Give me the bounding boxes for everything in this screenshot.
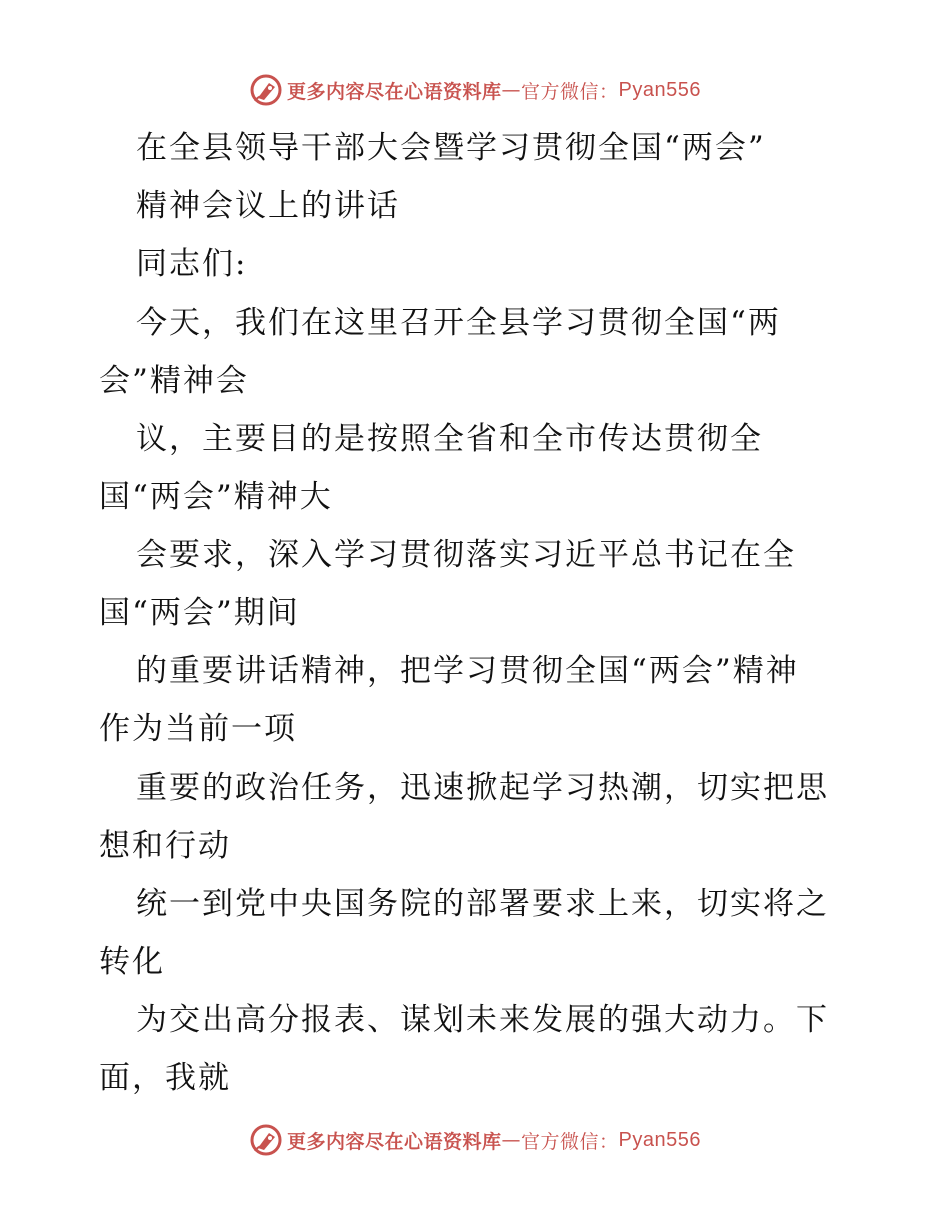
watermark-site-text: 更多内容尽在心语资料库 — [287, 80, 502, 103]
paragraph-line-5: 会要求，深入学习贯彻落实习近平总书记在全 — [136, 537, 796, 573]
paragraph-line-7: 的重要讲话精神，把学习贯彻全国“两会”精神 — [136, 653, 799, 689]
watermark-site-text: 更多内容尽在心语资料库 — [287, 1130, 502, 1153]
paragraph-line-11: 统一到党中央国务院的部署要求上来，切实将之 — [136, 886, 829, 922]
paragraph-line-10: 想和行动 — [99, 828, 231, 864]
salutation: 同志们: — [136, 246, 248, 282]
watermark-dash: — — [501, 1129, 522, 1151]
paragraph-line-9: 重要的政治任务，迅速掀起学习热潮，切实把思 — [136, 770, 829, 806]
header-watermark — [0, 70, 950, 110]
title-line-1: 在全县领导干部大会暨学习贯彻全国“两会” — [136, 130, 766, 166]
watermark-wechat-label: 官方微信： — [521, 1130, 619, 1153]
paragraph-line-6: 国“两会”期间 — [99, 595, 300, 631]
footer-watermark — [0, 1120, 950, 1160]
paragraph-line-12: 转化 — [99, 944, 165, 980]
watermark-wechat-id: Pyan556 — [618, 1128, 701, 1151]
paragraph-line-13: 为交出高分报表、谋划未来发展的强大动力。下 — [136, 1002, 829, 1038]
watermark-wechat-id: Pyan556 — [618, 78, 701, 101]
paragraph-line-1: 今天，我们在这里召开全县学习贯彻全国“两 — [136, 305, 781, 341]
paragraph-line-3: 议，主要目的是按照全省和全市传达贯彻全 — [136, 421, 763, 457]
watermark-wechat-label: 官方微信： — [521, 80, 619, 103]
title-line-2: 精神会议上的讲话 — [136, 188, 400, 224]
paragraph-line-2: 会”精神会 — [99, 363, 249, 399]
paragraph-line-8: 作为当前一项 — [99, 711, 297, 747]
pen-nib-icon — [249, 73, 283, 107]
watermark-dash: — — [501, 79, 522, 101]
paragraph-line-4: 国“两会”精神大 — [99, 479, 333, 515]
paragraph-line-14: 面，我就 — [99, 1060, 231, 1096]
pen-nib-icon — [249, 1123, 283, 1157]
